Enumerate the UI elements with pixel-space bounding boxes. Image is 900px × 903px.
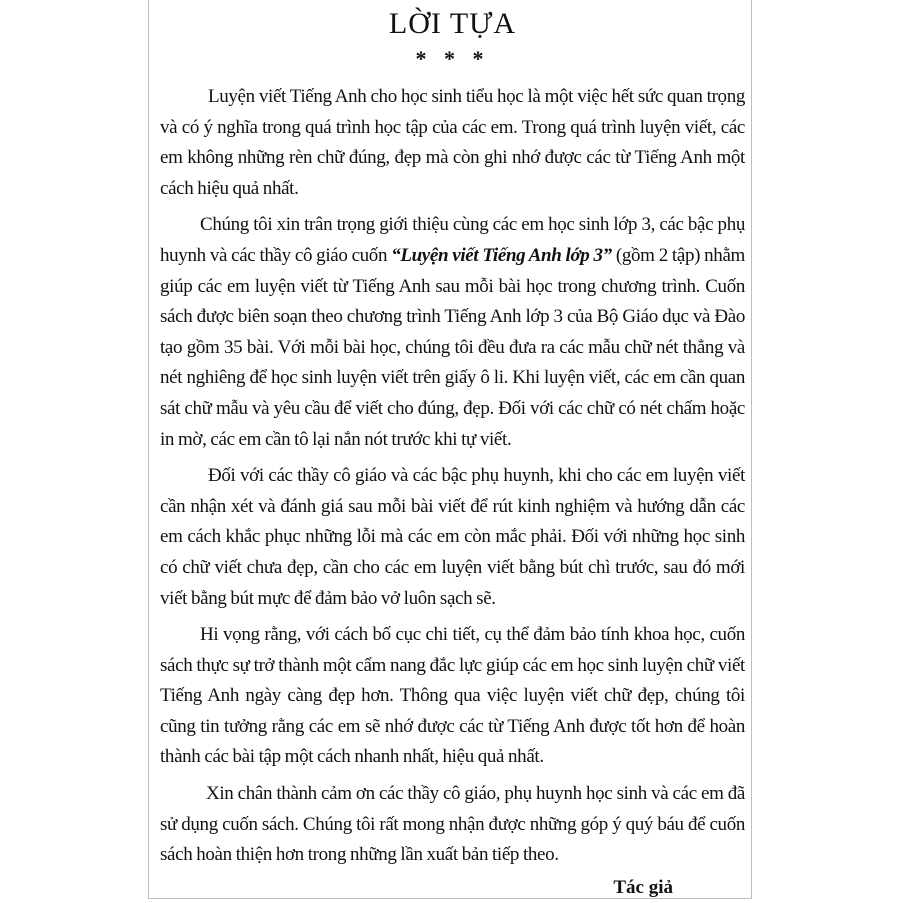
paragraph-2-intro: Chúng tôi xin trân trọng giới thiệu cùng các em học sinh lớp 3, các bậc phụ huynh và các thầy cô giáo cuốn: [160, 214, 745, 266]
book-title: “Luyện viết Tiếng Anh lớp 3”: [391, 244, 612, 266]
section-separator: * * *: [415, 46, 490, 71]
paragraph-2-rest: (gồm 2 tập) nhằm giúp các em luyện viết từ Tiếng Anh sau mỗi bài học trong chương trình. Cuốn sách được biên soạn theo chương trình Tiếng Anh lớp 3 của Bộ Giáo dục và Đào tạo gồm 35 bài. Với mỗi bài học, chúng tôi đều đưa ra các mẫu chữ nét thẳng và nét nghiêng để học sinh luyện viết trên giấy ô li. Khi luyện viết, các em cần quan sát chữ mẫu và yêu cầu để viết cho đúng, đẹp. Đối với các chữ có nét chấm hoặc in mờ, các em cần tô lại nắn nót trước khi tự viết.: [160, 244, 745, 450]
paragraph-2: [160, 210, 745, 455]
paragraph-5: Xin chân thành cảm ơn các thầy cô giáo, phụ huynh học sinh và các em đã sử dụng cuốn sách. Chúng tôi rất mong nhận được những góp ý quý báu để cuốn sách hoàn thiện hơn trong những lần xuất bản tiếp theo.: [160, 783, 745, 866]
author-signature: Tác giả: [613, 876, 673, 898]
document-body: [160, 0, 745, 903]
page-title: LỜI TỰA: [388, 7, 517, 40]
document-page: [148, 0, 752, 899]
paragraph-1: Luyện viết Tiếng Anh cho học sinh tiểu học là một việc hết sức quan trọng và có ý nghĩa trong quá trình học tập của các em. Trong quá trình luyện viết, các em không những rèn chữ đúng, đẹp mà còn ghi nhớ được các từ Tiếng Anh một cách hiệu quả nhất.: [160, 86, 745, 199]
paragraph-4: Hi vọng rằng, với cách bố cục chi tiết, cụ thể đảm bảo tính khoa học, cuốn sách thực sự trở thành một cẩm nang đắc lực giúp các em học sinh luyện chữ viết Tiếng Anh ngày càng đẹp hơn. Thông qua việc luyện viết chữ đẹp, chúng tôi cũng tin tưởng rằng các em sẽ nhớ được các từ Tiếng Anh được tốt hơn để hoàn thành các bài tập một cách nhanh nhất, hiệu quả nhất.: [160, 624, 745, 768]
paragraph-3: Đối với các thầy cô giáo và các bậc phụ huynh, khi cho các em luyện viết cần nhận xét và đánh giá sau mỗi bài viết để rút kinh nghiệm và hướng dẫn các em cách khắc phục những lỗi mà các em còn mắc phải. Đối với những học sinh có chữ viết chưa đẹp, cần cho các em luyện viết bằng bút chì trước, sau đó mới viết bằng bút mực để đảm bảo vở luôn sạch sẽ.: [160, 465, 745, 609]
